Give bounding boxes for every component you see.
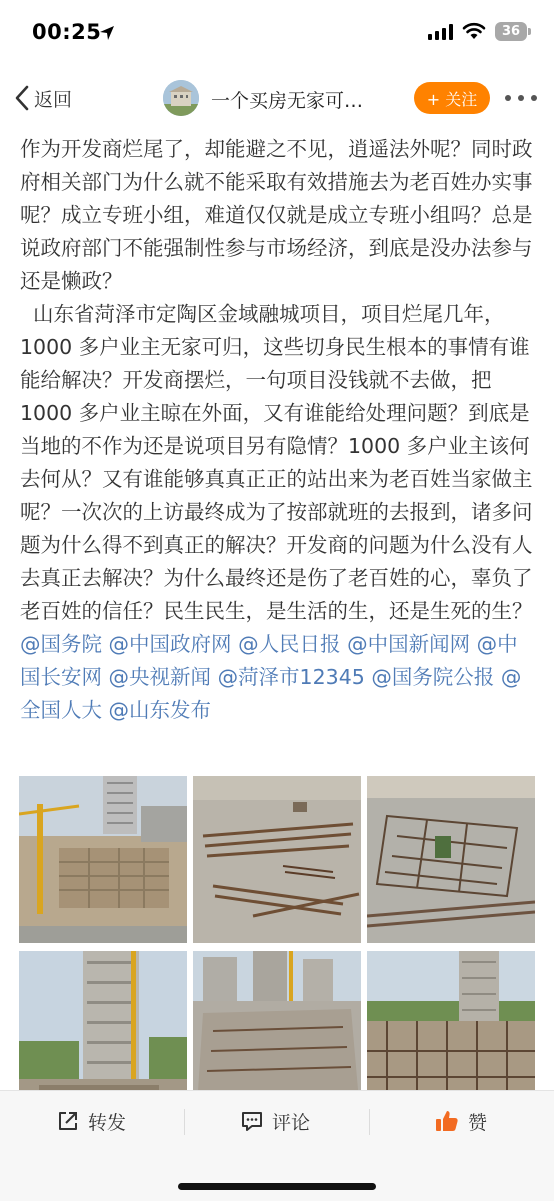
comment-icon [240,1109,264,1133]
like-button[interactable] [434,1105,487,1137]
back-label: 返回 [34,88,73,111]
mention-link[interactable]: @山东发布 [108,698,212,722]
battery-nub [528,28,531,35]
post-paragraph-1: 作为开发商烂尾了，却能避之不见，逍遥法外呢？同时政府相关部门为什么就不能采取有效措施去为老百姓办实事呢？成立专班小组，难道仅仅就是成立专班小组吗？总是说政府部门不能强制性参与市场经济，到底是没办法参与还是懒政？ [20,137,533,293]
mention-link[interactable]: @人民日报 [238,632,341,656]
status-time: 00:25 [32,20,102,44]
divider [184,1109,185,1135]
home-indicator [178,1183,376,1190]
divider [369,1109,370,1135]
back-button[interactable] [14,82,72,114]
thumbs-up-icon [434,1108,460,1134]
photo-1[interactable] [19,776,187,943]
more-icon[interactable] [502,88,540,108]
comment-button[interactable] [240,1105,310,1137]
post-paragraph-2: 山东省菏泽市定陶区金域融城项目，项目烂尾几年，1000 多户业主无家可归，这些切身民生根本的事情有谁能给解决？开发商摆烂，一句项目没钱就不去做，把 1000 多户业主晾在外面，又有谁能给处理问题？到底是当地的不作为还是说项目另有隐情？1000 多户业主该何去何从？又有谁能够真真正正的站出来为老百姓当家做主呢？一次次的上访最终成为了按部就班的去报到，诸多问题为什么得不到真正的解决？开发商的问题为什么没有人去真正去解决？为什么最终还是伤了老百姓的心，辜负了老百姓的信任？民生民生，是生活的生，还是生死的生？ [20,302,533,623]
location-arrow-icon [98,24,116,42]
mention-link[interactable]: @中国政府网 [108,632,232,656]
chevron-left-icon [14,84,30,112]
post-body [20,133,538,727]
photo-3[interactable] [367,776,535,943]
nav-bar [0,66,554,130]
repost-label: 转发 [88,1111,127,1134]
avatar[interactable] [163,80,199,116]
status-bar [0,0,554,66]
mention-link[interactable]: @菏泽市12345 [217,665,365,689]
comment-label: 评论 [272,1111,311,1134]
photo-2[interactable] [193,776,361,943]
mention-link[interactable]: @全国人大 [20,665,522,722]
repost-button[interactable] [56,1105,126,1137]
mention-link[interactable]: @央视新闻 [108,665,212,689]
mention-link[interactable]: @中国新闻网 [347,632,471,656]
follow-button[interactable]: + 关注 [414,82,490,114]
share-icon [56,1109,80,1133]
mention-link[interactable]: @国务院 [20,632,102,656]
account-name[interactable]: 一个买房无家可… [211,90,364,112]
wifi-icon [462,22,486,40]
mention-link[interactable]: @中国长安网 [20,632,518,689]
mention-link[interactable]: @国务院公报 [371,665,495,689]
battery-icon: 36 [495,22,527,41]
signal-icon [428,24,454,40]
like-label: 赞 [468,1111,488,1134]
